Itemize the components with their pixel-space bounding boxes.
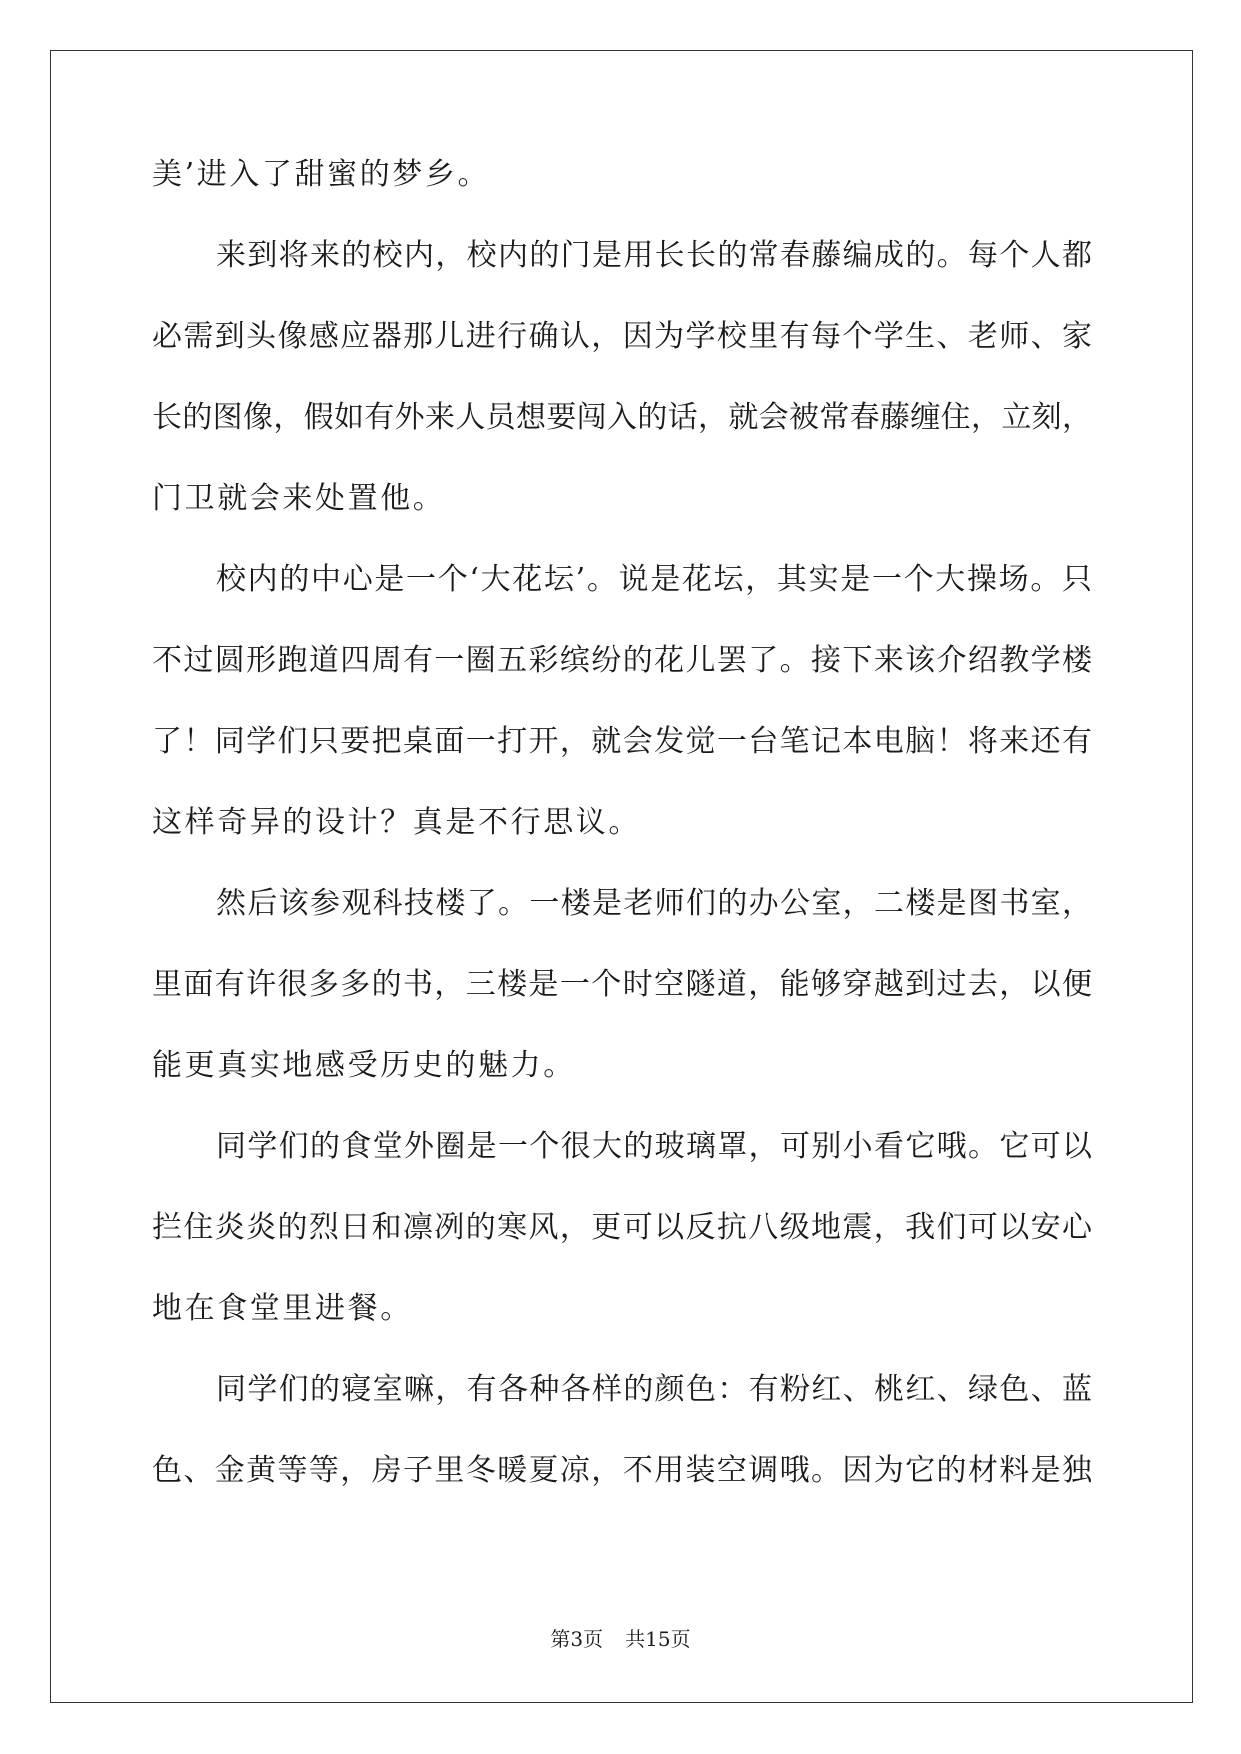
- text-line: 校内的中心是一个‘大花坛’。说是花坛，其实是一个大操场。只: [216, 562, 1092, 597]
- text-line: 美’进入了甜蜜的梦乡。: [152, 157, 491, 192]
- text-line: 能更真实地感受历史的魅力。: [152, 1048, 576, 1083]
- text-line: 拦住炎炎的烈日和凛冽的寒风，更可以反抗八级地震，我们可以安心: [152, 1210, 1092, 1245]
- text-line: 同学们的寝室嘛，有各种各样的颜色：有粉红、桃红、绿色、蓝: [216, 1372, 1092, 1407]
- text-line: 来到将来的校内，校内的门是用长长的常春藤编成的。每个人都: [216, 238, 1092, 273]
- text-line: 必需到头像感应器那儿进行确认，因为学校里有每个学生、老师、家: [152, 319, 1092, 354]
- text-line: 然后该参观科技楼了。一楼是老师们的办公室，二楼是图书室，: [216, 886, 1092, 921]
- document-body: [152, 158, 1092, 1535]
- text-line: 门卫就会来处置他。: [152, 481, 446, 516]
- text-line: 了！同学们只要把桌面一打开，就会发觉一台笔记本电脑！将来还有: [152, 724, 1092, 759]
- page-footer: [0, 1627, 1241, 1651]
- page-total: 共15页: [625, 1627, 691, 1651]
- text-line: 不过圆形跑道四周有一圈五彩缤纷的花儿罢了。接下来该介绍教学楼: [152, 643, 1092, 678]
- text-line: 地在食堂里进餐。: [152, 1291, 413, 1326]
- text-line: 同学们的食堂外圈是一个很大的玻璃罩，可别小看它哦。它可以: [216, 1129, 1092, 1164]
- page-number: 第3页: [550, 1627, 604, 1651]
- text-line: 这样奇异的设计？真是不行思议。: [152, 805, 641, 840]
- text-line: 色、金黄等等，房子里冬暖夏凉，不用装空调哦。因为它的材料是独: [152, 1453, 1092, 1488]
- text-line: 里面有许很多多的书，三楼是一个时空隧道，能够穿越到过去，以便: [152, 967, 1092, 1002]
- text-line: 长的图像，假如有外来人员想要闯入的话，就会被常春藤缠住，立刻，: [152, 400, 1092, 435]
